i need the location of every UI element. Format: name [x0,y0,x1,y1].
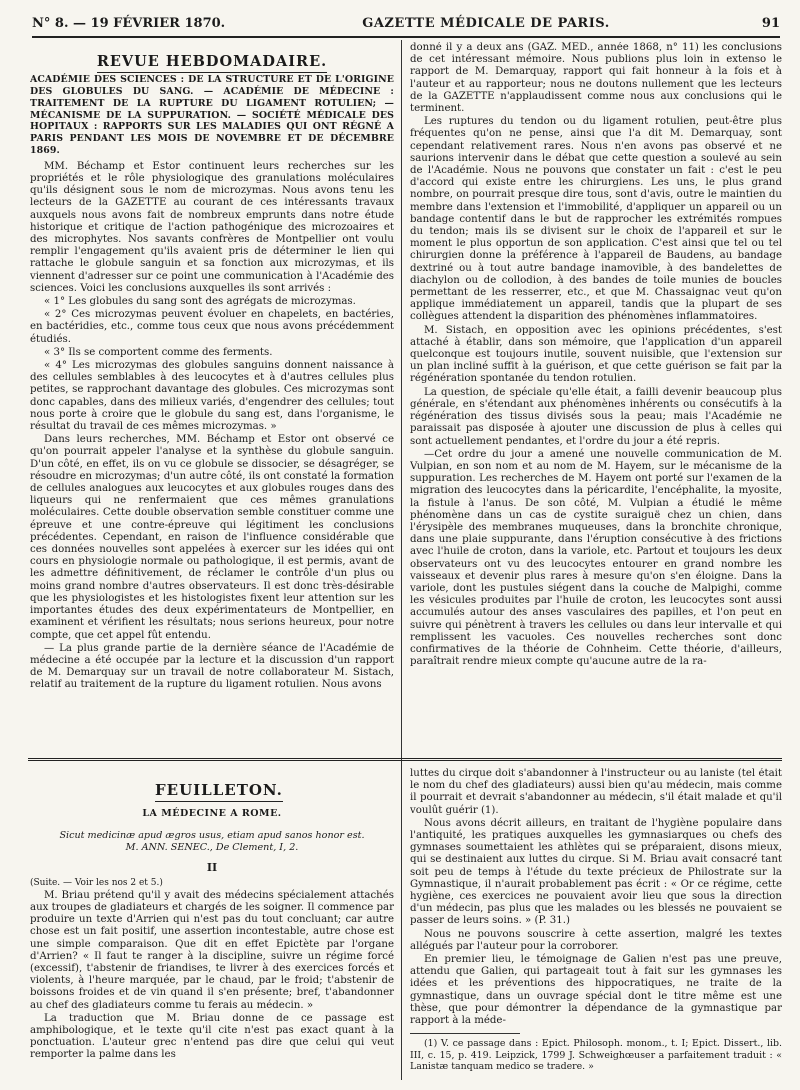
feuilleton-subtitle: LA MÉDECINE A ROME. [142,808,282,820]
column-divider [401,40,402,1080]
revue-right-column [410,42,782,752]
revue-title: REVUE HEBDOMADAIRE. [30,56,394,68]
feuilleton-paragraph: Nous ne pouvons souscrire à cette assertion, malgré les textes allégués par l'auteur pour la corroborer. [410,928,782,952]
revue-paragraph: Dans leurs recherches, MM. Béchamp et Estor ont observé ce qu'on pourrait appeler l'analyse et la synthèse du globule sanguin. D'un côté, en effet, ils on vu ce globule se dissocier, se désagréger, se résoudre en microzymas; d'un autre côté, ils ont constaté la formation de cellules analogues aux leucocytes et aux globules rouges dans des liqueurs qui ne renfermaient que ces mêmes granulations moléculaires. Cette double observation semble constituer comme une épreuve et une contre-épreuve qui légitiment les conclusions précédentes. Cependant, en raison de l'influence considérable que ces données nouvelles sont appelées à exercer sur les idées qui ont cours en physiologie normale ou pathologique, il est permis, avant de les admettre définitivement, de réclamer le contrôle d'un plus ou moins grand nombre d'autres observateurs. Il est donc très-désirable que les physiologistes et les histologistes fixent leur attention sur les importantes études des deux expérimentateurs de Montpellier, en examinent et vérifient les résultats; nous serions heureux, pour notre compte, que cet appel fût entendu. [30,434,394,641]
revue-paragraph: « 3° Ils se comportent comme des ferments. [44,346,273,358]
revue-paragraph: « 1° Les globules du sang sont des agrégats de microzymas. [44,296,356,308]
revue-paragraph: « 2° Ces microzymas peuvent évoluer en chapelets, en bactéries, en bactéridies, etc., comme tous ceux que nous avons précédemment étudiés. [30,309,394,345]
revue-paragraph: Les ruptures du tendon ou du ligament rotulien, peut-être plus fréquentes qu'on ne pense, ainsi que l'a dit M. Demarquay, sont cependant relativement rares. Nous n'en avons pas observé et ne saurions intervenir dans le débat que cette question a soulevé au sein de l'Académie. Nous ne pouvons que constater un fait : c'est le peu d'accord qui existe entre les chirurgiens. Les uns, le plus grand nombre, on pourrait presque dire tous, sont d'avis, outre le maintien du membre dans l'extension et l'immobilité, d'appliquer un appareil ou un bandage contentif dans le but de rapprocher les extrémités rompues du tendon; mais ils se divisent sur le choix de l'appareil et sur le moment le plus opportun de son application. C'est ainsi que tel ou tel chirurgien donne la préférence à l'appareil de Baudens, au bandage dextriné ou à tout autre bandage inamovible, à des bandelettes de diachylon ou de collodion, à des bandes de toile munies de boucles permettant de les resserrer, etc., et que M. Chassaignac veut qu'on applique immédiatement un appareil, tandis que la plupart de ses collègues attendent la disparition des phénomènes inflammatoires. [410,116,782,323]
footnote-rule [410,1033,520,1034]
feuilleton-left-column [30,768,394,1086]
feuilleton-right-column [410,768,782,1086]
feuilleton-separator [28,758,782,761]
revue-paragraph: MM. Béchamp et Estor continuent leurs recherches sur les propriétés et le rôle physiologique des granulations moléculaires qu'ils désignent sous le nom de microzymas. Nous avons tenu les lecteurs de la GAZETTE au courant de ces intéressants travaux auxquels nous avons fait de nombreux emprunts dans notre étude historique et critique de l'action pathogénique des microzoaires et des microphytes. Nos savants confrères de Montpellier ont voulu remplir l'engagement qu'ils avaient pris de déterminer le lien qui rattache le globule sanguin et sa fonction aux microzymas, et ils viennent d'adresser sur ce point une communication à l'Académie des sciences. Voici les conclusions auxquelles ils sont arrivés : [30,160,394,294]
feuilleton-paragraph: luttes du cirque doit s'abandonner à l'instructeur ou au laniste (tel était le nom du chef des gladiateurs) aussi bien qu'au médecin, mais comme il pourrait et devrait s'abandonner au médecin, s'il était malade et qu'il voulût guérir (1). [410,768,782,816]
revue-paragraph: « 4° Les microzymas des globules sanguins donnent naissance à des cellules semblables à des leucocytes et à d'autres cellules plus petites, se rapprochant davantage des globules. Ces microzymas sont donc capables, dans des milieux variés, d'engendrer des cellules; tout nous porte à croire que le globule du sang est, dans l'organisme, le résultat du travail de ces mêmes microzymas. » [30,360,394,433]
journal-title: GAZETTE MÉDICALE DE PARIS. [362,15,610,31]
page-number: 91 [761,15,780,31]
epigraph-source: M. ANN. SENEC., De Clement, I, 2. [125,842,299,854]
feuilleton-paragraph: En premier lieu, le témoignage de Galien n'est pas une preuve, attendu que Galien, qui partageait tout à fait sur les gymnases les idées et les préventions des hippocratiques, ne traite de la gymnastique, dans un ouvrage spécial dont le titre même est une thèse, que pour démontrer la dépendance de la gymnastique par rapport à la méde- [410,954,782,1027]
feuilleton-title: FEUILLETON. [155,784,394,796]
suite-note: (Suite. — Voir les nos 2 et 5.) [30,877,163,888]
revue-summary: ACADÉMIE DES SCIENCES : DE LA STRUCTURE ET DE L'ORIGINE DES GLOBULES DU SANG. — ACADÉMIE DE MÉDECINE : TRAITEMENT DE LA RUPTURE DU LIGAMENT ROTULIEN; — MÉCANISME DE LA SUPPURATION. — SOCIÉTÉ MÉDICALE DES HOPITAUX : RAPPORTS SUR LES MALADIES QUI ONT RÉGNÉ A PARIS PENDANT LES MOIS DE NOVEMBRE ET DE DÉCEMBRE 1869. [30,74,394,156]
revue-paragraph: — La plus grande partie de la dernière séance de l'Académie de médecine a été occupée par la lecture et la discussion d'un rapport de M. Demarquay sur un travail de notre collaborateur M. Sistach, relatif au traitement de la rupture du ligament rotulien. Nous avons [30,642,394,691]
revue-paragraph: —Cet ordre du jour a amené une nouvelle communication de M. Vulpian, en son nom et au nom de M. Hayem, sur le mécanisme de la suppuration. Les recherches de M. Hayem ont porté sur l'examen de la migration des leucocytes dans la péricardite, l'encéphalite, la myosite, la fistule à l'anus. De son côté, M. Vulpian a étudié le même phénomène dans un cas de cystite suraiguë chez un chien, dans l'érysipèle des membranes muqueuses, dans la bronchite chronique, dans une plaie suppurante, dans l'éruption consécutive à des frictions avec l'huile de croton, dans la variole, etc. Partout et toujours les deux observateurs ont vu des leucocytes entourer en grand nombre les vaisseaux et devenir plus rares à mesure qu'on s'en éloigne. Dans la variole, dont les pustules siégent dans la couche de Malpighi, comme les vésicules produites par l'huile de croton, les leucocytes sont aussi accumulés autour des anses vasculaires des papilles, et l'on peut en suivre qui pénètrent à travers les cellules ou dans leur intervalle et qui remplissent les vacuoles. Ces nouvelles recherches sont donc confirmatives de la théorie de Cohnheim. Cette théorie, d'ailleurs, paraîtrait rendre mieux compte qu'aucune autre de la ra- [410,448,782,668]
feuilleton-paragraph: La traduction que M. Briau donne de ce passage est amphibologique, et le texte qu'il cite n'est pas exact quant à la ponctuation. L'auteur grec n'entend pas dire que celui qui veut remporter la palme dans les [30,1012,394,1061]
revue-paragraph: La question, de spéciale qu'elle était, a failli devenir beaucoup plus générale, en s'étendant aux phénomènes inhérents ou consécutifs à la régénération des tissus divisés sous la peau; mais l'Académie ne paraissait pas disposée à ajouter une discussion de plus à celles qui sont actuellement pendantes, et l'ordre du jour a été repris. [410,386,782,447]
revue-paragraph: donné il y a deux ans (GAZ. MÉD., année 1868, n° 11) les conclusions de cet intéressant mémoire. Nous publions plus loin in extenso le rapport de M. Demarquay, rapport qui fait honneur à la fois et à l'auteur et au rapporteur; nous ne doutons nullement que les lecteurs de la GAZETTE n'applaudissent comme nous aux conclusions qui le terminent. [410,42,782,115]
epigraph-text: Sicut medicinæ apud ægros usus, etiam apud sanos honor est. [59,830,365,842]
issue-date: N° 8. — 19 FÉVRIER 1870. [32,15,226,31]
feuilleton-paragraph: M. Briau prétend qu'il y avait des médecins spécialement attachés aux troupes de gladiateurs et chargés de les soigner. Il commence par produire un texte d'Arrien qui n'est pas du tout concluant; car autre chose est un fait positif, une assertion incontestable, autre chose est une simple comparaison. Que dit en effet Epictète par l'organe d'Arrien? « Il faut te ranger à la discipline, suivre un régime forcé (excessif), t'abstenir de friandises, te livrer à des exercices forcés et violents, à l'heure marquée, par le chaud, par le froid; t'abstenir de boissons froides et de vin quand il s'en présente; bref, t'abandonner au chef des gladiateurs comme tu ferais au médecin. » [30,889,394,1011]
chapter-number: II [206,861,218,875]
footnote: (1) V. ce passage dans : Epict. Philosoph. monom., t. I; Epict. Dissert., lib. III, c. 15, p. 419. Leipzick, 1799 J. Schweighœuser a parfaitement traduit : « Lanistæ tanquam medico se tradere. » [410,1038,782,1073]
revue-left-column [30,42,394,752]
revue-paragraph: M. Sistach, en opposition avec les opinions précédentes, s'est attaché à établir, dans son mémoire, que l'application d'un appareil quelconque est toujours inutile, souvent nuisible, que l'extension sur un plan incliné suffit à la guérison, et que cette guérison se fait par la régénération spontanée du tendon rotulien. [410,324,782,385]
page-header [32,10,780,38]
epigraph [30,830,394,854]
feuilleton-paragraph: Nous avons décrit ailleurs, en traitant de l'hygiène populaire dans l'antiquité, les pratiques auxquelles les gymnasiarques ou chefs des gymnases soumettaient les athlètes qui se préparaient, disons mieux, qui se destinaient aux luttes du cirque. Si M. Briau avait consacré tant soit peu de temps à l'étude du texte précieux de Philostrate sur la Gymnastique, il n'aurait probablement pas écrit : « Or ce régime, cette hygiène, ces exercices ne pouvaient avoir lieu que sous la direction d'un médecin, pas plus que les malades ou les blessés ne pouvaient se passer de leurs soins. » (P. 31.) [410,817,782,927]
